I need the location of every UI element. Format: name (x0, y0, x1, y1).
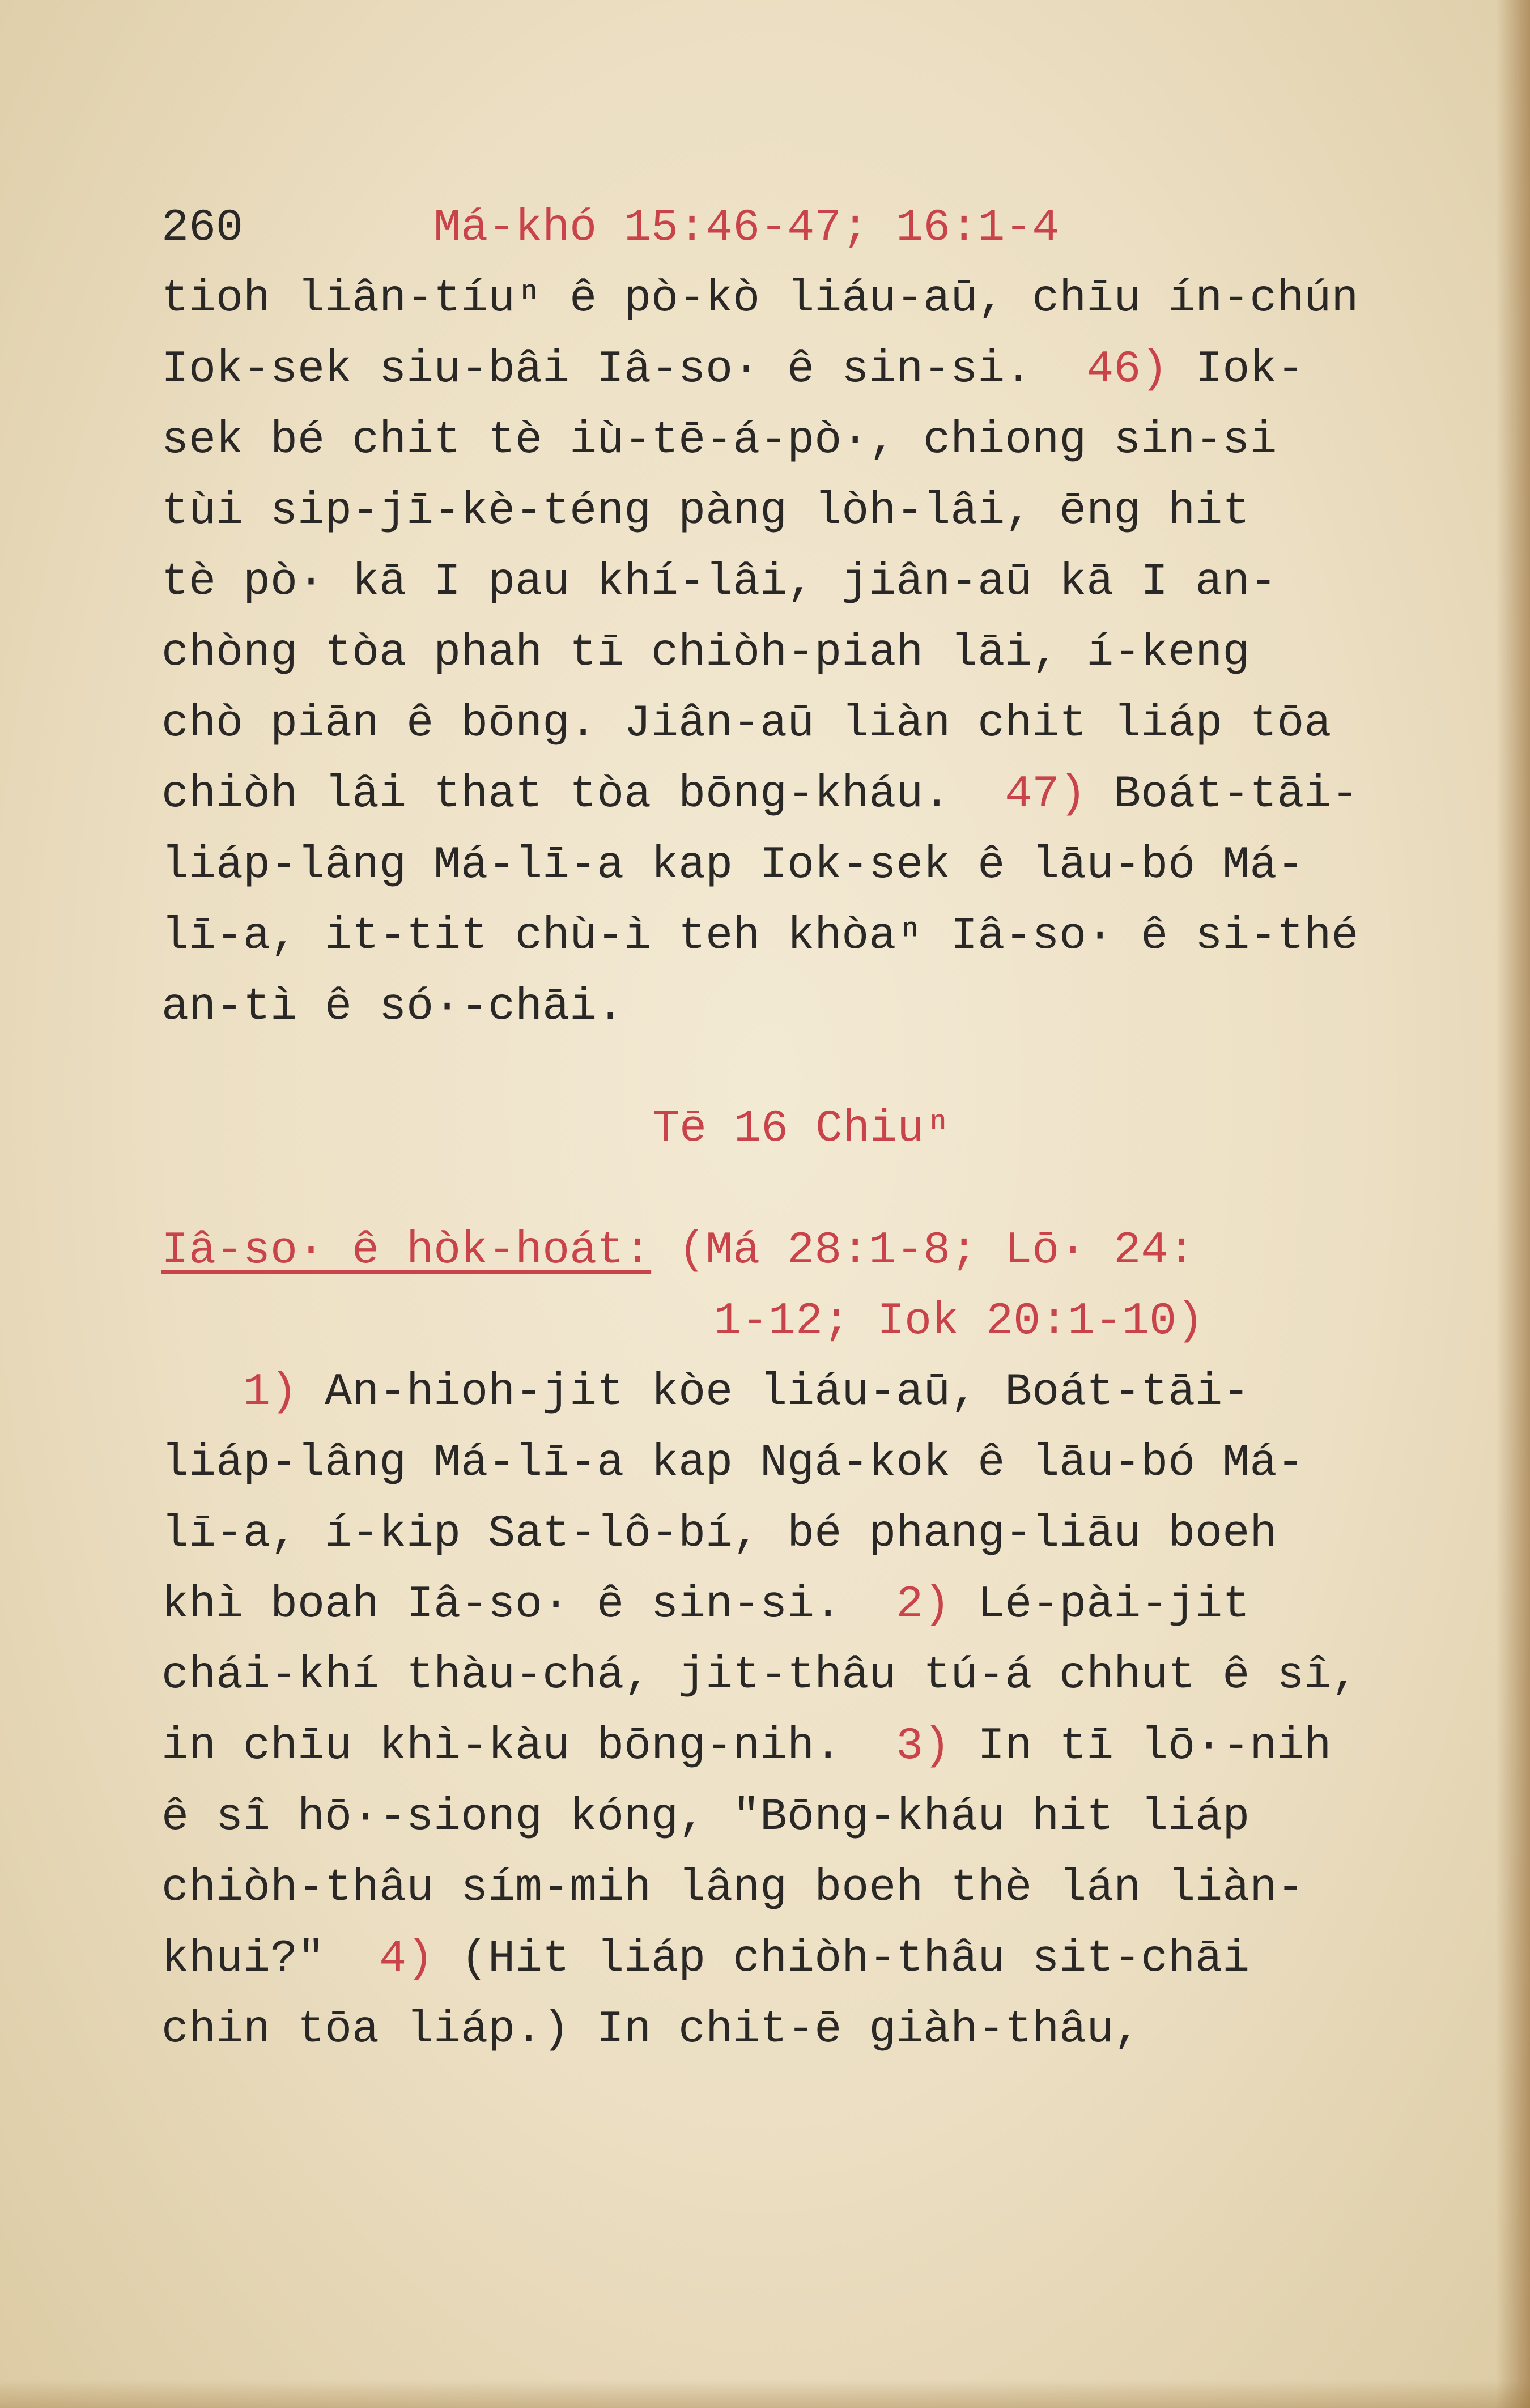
verse-number: 46) (1086, 344, 1168, 395)
text-span: In tī lō·-nih (950, 1721, 1332, 1772)
text-line: chòng tòa phah tī chiòh-piah lāi, í-keng (162, 627, 1250, 679)
text-line: tioh liân-tíuⁿ ê pò-kò liáu-aū, chīu ín-chún (162, 273, 1359, 325)
verse-number: 2) (896, 1579, 951, 1631)
spacer (162, 1164, 1442, 1215)
text-line: tè pò· kā I pau khí-lâi, jiân-aū kā I an- (162, 556, 1277, 608)
text-line: chin tōa liáp.) In chit-ē giàh-thâu, (162, 2004, 1141, 2056)
verse-number: 3) (896, 1721, 951, 1772)
text-line: lī-a, í-kip Sat-lô-bí, bé phang-liāu boeh (162, 1508, 1277, 1560)
text-line: chò piān ê bōng. Jiân-aū liàn chit liáp tōa (162, 698, 1332, 750)
text-span: An-hioh-jit kòe liáu-aū, Boát-tāi- (298, 1367, 1250, 1418)
text-span: khui?" (162, 1933, 380, 1985)
page-header (162, 193, 1442, 263)
text-span: Boát-tāi- (1086, 769, 1359, 820)
text-line: liáp-lâng Má-lī-a kap Ngá-kok ê lāu-bó Má- (162, 1437, 1304, 1489)
text-line: tùi sip-jī-kè-téng pàng lòh-lâi, ēng hit (162, 486, 1250, 537)
text-line: ê sî hō·-siong kóng, "Bōng-kháu hit liáp (162, 1792, 1250, 1843)
spacer (162, 1043, 1442, 1094)
text-line: chiòh-thâu sím-mih lâng boeh thè lán liàn- (162, 1862, 1304, 1914)
text-span: chiòh lâi that tòa bōng-kháu. (162, 769, 1005, 820)
text-line: chái-khí thàu-chá, jit-thâu tú-á chhut ê sî, (162, 1650, 1359, 1701)
section-heading (162, 1215, 1442, 1286)
page-number: 260 (162, 202, 244, 254)
page-text (162, 193, 1442, 2065)
text-span: Iok- (1168, 344, 1304, 395)
text-line: an-tì ê só·-chāi. (162, 981, 624, 1033)
text-line (162, 759, 1442, 830)
verse-number: 1) (243, 1367, 298, 1418)
section-title: Iâ-so· ê hòk-hoát: (162, 1225, 652, 1277)
running-title: Má-khó 15:46-47; 16:1-4 (434, 202, 1060, 254)
text-line: lī-a, it-tit chù-ì teh khòaⁿ Iâ-so· ê si-thé (162, 911, 1359, 962)
page-bottom-shadow (0, 2380, 1530, 2408)
chapter-heading: Tē 16 Chiuⁿ (652, 1103, 952, 1155)
verse-number: 4) (379, 1933, 434, 1985)
text-span: Lé-pài-jit (950, 1579, 1250, 1631)
cross-reference: (Má 28:1-8; Lō· 24: (651, 1225, 1196, 1277)
text-line (162, 1569, 1442, 1640)
text-line (162, 1357, 1442, 1428)
text-line (162, 1924, 1442, 1994)
text-line: liáp-lâng Má-lī-a kap Iok-sek ê lāu-bó Má- (162, 840, 1304, 891)
text-line (162, 334, 1442, 405)
text-span: Iok-sek siu-bâi Iâ-so· ê sin-si. (162, 344, 1087, 395)
page-edge-shadow (1496, 0, 1530, 2408)
text-line: sek bé chit tè iù-tē-á-pò·, chiong sin-si (162, 415, 1277, 466)
text-span: (Hit liáp chiòh-thâu sit-chāi (434, 1933, 1250, 1985)
text-line (162, 1711, 1442, 1782)
cross-reference-continued: 1-12; Iok 20:1-10) (714, 1296, 1204, 1347)
verse-number: 47) (1005, 769, 1087, 820)
text-span: khì boah Iâ-so· ê sin-si. (162, 1579, 896, 1631)
text-span: in chīu khì-kàu bōng-nih. (162, 1721, 896, 1772)
